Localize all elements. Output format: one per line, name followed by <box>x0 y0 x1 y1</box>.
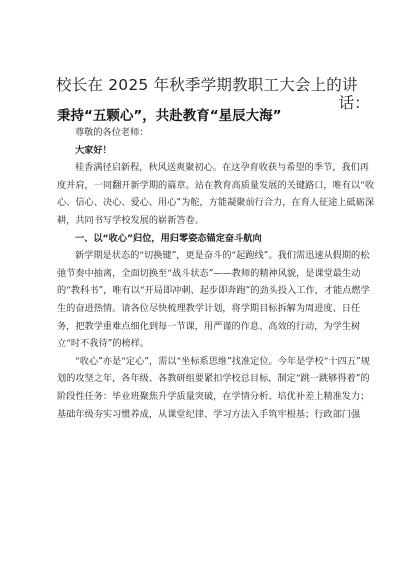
paragraph: “收心”亦是“定心”，需以“坐标系思维”找准定位。今年是学校“十四五”规划的攻坚之年，各年级、各教研组要紧扣学校总目标，制定“跳一跳够得着”的阶段性任务：毕业班聚焦升学质量突破，在学情分析、培优补差上精准发力；基础年级夯实习惯养成，从课堂纪律、学习方法入手筑牢根基；行政部门强 <box>57 355 370 420</box>
greeting: 大家好！ <box>75 144 112 156</box>
title-line-1: 校长在 2025 年秋季学期教职工大会上的讲 <box>56 76 358 94</box>
section-heading: 一、以“收心”归位，用归零姿态锚定奋斗航向 <box>75 232 262 244</box>
title-line-2: 话： <box>338 94 370 112</box>
document-body <box>57 124 375 423</box>
document-subtitle: 秉持“五颗心”，共赴教育“星辰大海” <box>57 108 282 124</box>
paragraph: 新学期是状态的“切换键”，更是奋斗的“起跑线”。我们需迅速从假期的松弛节奏中抽离，全面切换至“战斗状态”——教师的精神风貌，是课堂最生动的“教科书”，唯有以“开局即冲刺、起步即奔跑”的劲头投入工作，才能点燃学生的奋进热情。请各位尽快梳理教学计划，将学期目标拆解为周进度、日任务，把教学重难点细化到每一节课，用严谨的作息、高效的行动，为学生树立“时不我待”的榜样。 <box>57 250 370 350</box>
salutation: 尊敬的各位老师： <box>75 127 149 138</box>
paragraph: 桂香满径启新程，秋风送爽聚初心。在这孕育收获与希望的季节，我们再度并肩，一同翻开新学期的篇章。站在教育高质量发展的关键路口，唯有以“收心、信心、决心、爱心、用心”为舵，方能凝聚前行合力，在育人征途上砥砺深耕，共同书写学校发展的崭新答卷。 <box>57 162 375 226</box>
